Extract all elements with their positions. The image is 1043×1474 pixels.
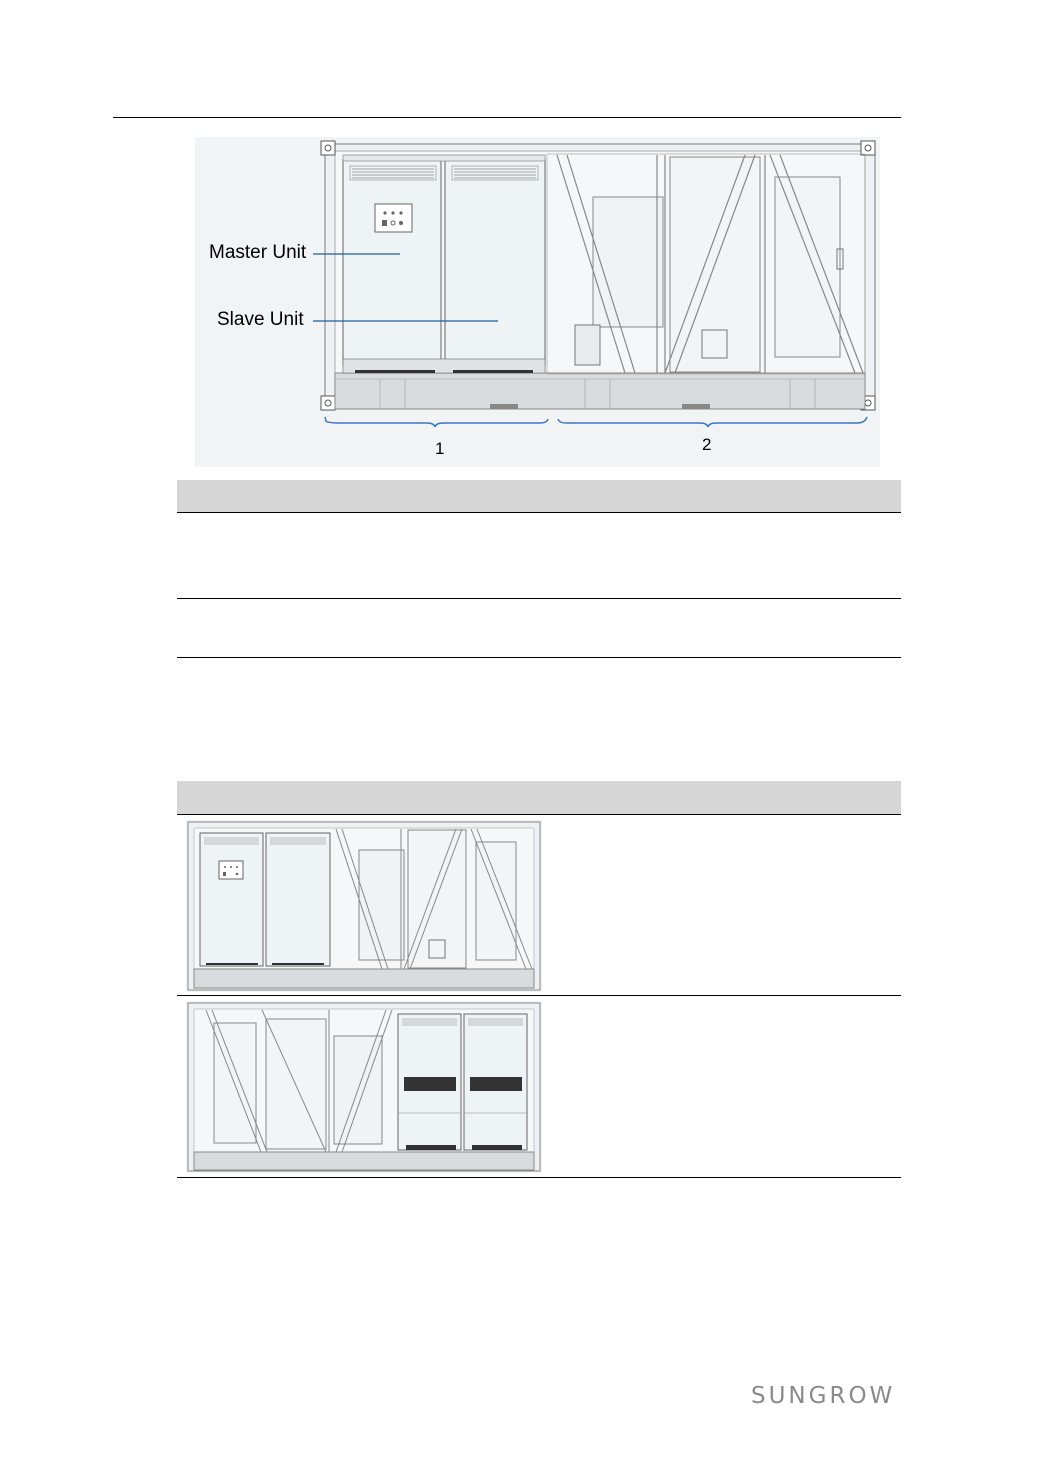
container-figure	[195, 137, 880, 467]
bracket-label-1: 1	[435, 439, 445, 458]
master-unit-label: Master Unit	[209, 242, 307, 263]
container-drawing	[195, 137, 880, 467]
rear-view-image	[186, 1001, 542, 1173]
header-rule	[113, 117, 901, 118]
table1-row-rule	[177, 598, 901, 599]
table2-row-rule	[177, 995, 901, 996]
brand-logo: SUNGROW	[751, 1383, 896, 1409]
front-view-image	[186, 820, 542, 992]
table2-bottom-rule	[177, 1177, 901, 1178]
table1-header-rule	[177, 512, 901, 513]
table2-header-rule	[177, 814, 901, 815]
bracket-label-2: 2	[702, 435, 712, 454]
table1-bottom-rule	[177, 657, 901, 658]
table2-header	[177, 781, 901, 814]
table1-header	[177, 480, 901, 513]
slave-unit-label: Slave Unit	[217, 309, 304, 330]
